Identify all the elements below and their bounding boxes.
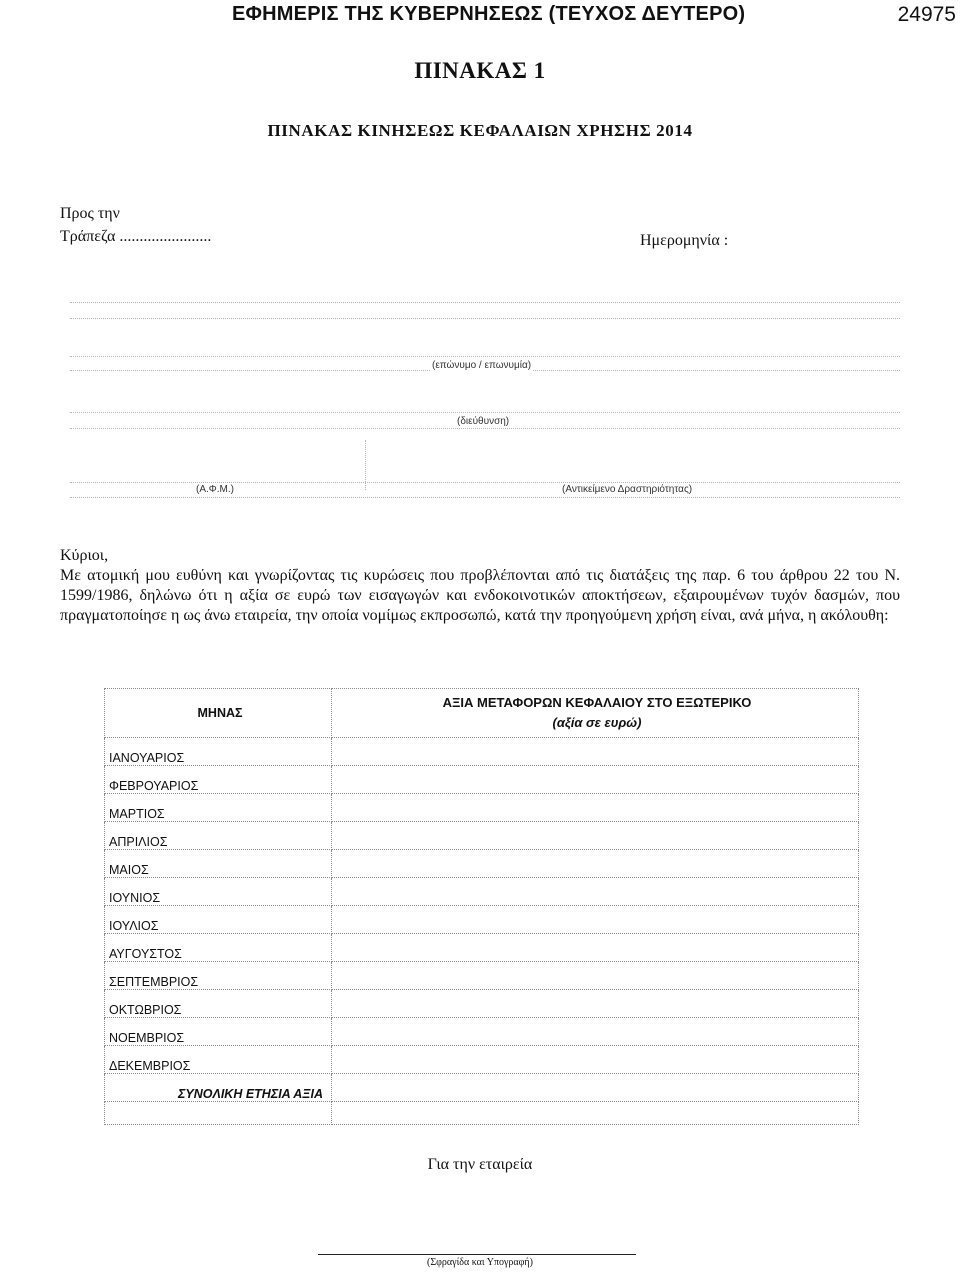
gazette-title: ΕΦΗΜΕΡΙΣ ΤΗΣ ΚΥΒΕΡΝΗΣΕΩΣ (ΤΕΥΧΟΣ ΔΕΥΤΕΡΟ)	[232, 3, 746, 25]
value-column-header	[332, 689, 859, 738]
form-line	[70, 318, 900, 319]
activity-field-label: (Αντικείμενο Δραστηριότητας)	[562, 484, 693, 495]
table-row	[105, 962, 859, 990]
blank-cell	[105, 1102, 332, 1125]
month-cell: ΟΚΤΩΒΡΙΟΣ	[105, 990, 332, 1018]
month-cell: ΙΟΥΝΙΟΣ	[105, 878, 332, 906]
month-cell: ΑΠΡΙΛΙΟΣ	[105, 822, 332, 850]
value-cell[interactable]	[332, 850, 859, 878]
table-header-row	[105, 689, 859, 738]
value-cell[interactable]	[332, 962, 859, 990]
month-cell: ΣΕΠΤΕΜΒΡΙΟΣ	[105, 962, 332, 990]
table-row	[105, 990, 859, 1018]
table-row	[105, 906, 859, 934]
table-total-row	[105, 1074, 859, 1102]
page-number: 24975	[897, 3, 956, 26]
month-cell: ΑΥΓΟΥΣΤΟΣ	[105, 934, 332, 962]
address-field-label: (διεύθυνση)	[457, 416, 510, 427]
form-line	[70, 302, 900, 303]
table-row	[105, 878, 859, 906]
signature-caption: (Σφραγίδα και Υπογραφή)	[427, 1257, 533, 1268]
table-row	[105, 822, 859, 850]
address-line	[70, 412, 900, 413]
value-column-unit: (αξία σε ευρώ)	[552, 715, 642, 730]
table-title: ΠΙΝΑΚΑΣ 1	[414, 58, 546, 83]
value-cell[interactable]	[332, 1046, 859, 1074]
name-line	[70, 356, 900, 357]
table-row	[105, 934, 859, 962]
month-cell: ΜΑΡΤΙΟΣ	[105, 794, 332, 822]
value-cell[interactable]	[332, 794, 859, 822]
name-field-label: (επώνυμο / επωνυμία)	[432, 360, 532, 371]
table-row	[105, 766, 859, 794]
table-subtitle: ΠΙΝΑΚΑΣ ΚΙΝΗΣΕΩΣ ΚΕΦΑΛΑΙΩΝ ΧΡΗΣΗΣ 2014	[267, 121, 693, 140]
table-blank-row	[105, 1102, 859, 1125]
form-line	[70, 497, 900, 498]
value-cell[interactable]	[332, 1018, 859, 1046]
value-cell[interactable]	[332, 906, 859, 934]
value-cell[interactable]	[332, 878, 859, 906]
monthly-value-table	[104, 688, 859, 1125]
signature-line	[318, 1254, 636, 1255]
value-column-title: ΑΞΙΑ ΜΕΤΑΦΟΡΩΝ ΚΕΦΑΛΑΙΟΥ ΣΤΟ ΕΞΩΤΕΡΙΚΟ	[442, 695, 752, 710]
total-label-cell: ΣΥΝΟΛΙΚΗ ΕΤΗΣΙΑ ΑΞΙΑ	[105, 1074, 332, 1102]
afm-field-label: (Α.Φ.Μ.)	[196, 484, 234, 495]
bank-field-label: Τράπεζα .......................	[60, 228, 212, 245]
month-cell: ΔΕΚΕΜΒΡΙΟΣ	[105, 1046, 332, 1074]
declaration-body: Με ατομική μου ευθύνη και γνωρίζοντας τις κυρώσεις που προβλέπονται από τις διατάξεις της παρ. 6 του άρθρου 22 του Ν. 1599/1986, δηλώνω ότι η αξία σε ευρώ των εισαγωγών και ενδοκοινοτικών αποκτήσεων, εξαιρουμένων τυχόν δασμών, που πραγματοποίησε η ως άνω εταιρεία, την οποία νομίμως εκπροσωπώ, κατά την προηγούμενη χρήση είναι, ανά μήνα, η ακόλουθη:	[60, 567, 900, 624]
value-cell[interactable]	[332, 822, 859, 850]
month-cell: ΜΑΙΟΣ	[105, 850, 332, 878]
salutation: Κύριοι,	[60, 547, 109, 564]
table-row	[105, 794, 859, 822]
table-row	[105, 1018, 859, 1046]
value-cell[interactable]	[332, 738, 859, 766]
addressee-to: Προς την	[60, 205, 120, 222]
company-label: Για την εταιρεία	[427, 1156, 533, 1173]
value-cell[interactable]	[332, 934, 859, 962]
month-column-header: ΜΗΝΑΣ	[105, 689, 332, 738]
value-cell[interactable]	[332, 990, 859, 1018]
afm-activity-line	[70, 482, 900, 483]
blank-cell	[332, 1102, 859, 1125]
month-cell: ΙΟΥΛΙΟΣ	[105, 906, 332, 934]
month-cell: ΦΕΒΡΟΥΑΡΙΟΣ	[105, 766, 332, 794]
total-value-cell[interactable]	[332, 1074, 859, 1102]
month-cell: ΙΑΝΟΥΑΡΙΟΣ	[105, 738, 332, 766]
table-row	[105, 1046, 859, 1074]
table-row	[105, 850, 859, 878]
table-row	[105, 738, 859, 766]
form-line	[70, 428, 900, 429]
date-field-label: Ημερομηνία :	[640, 232, 729, 249]
declaration-text	[60, 546, 900, 626]
value-cell[interactable]	[332, 766, 859, 794]
month-cell: ΝΟΕΜΒΡΙΟΣ	[105, 1018, 332, 1046]
